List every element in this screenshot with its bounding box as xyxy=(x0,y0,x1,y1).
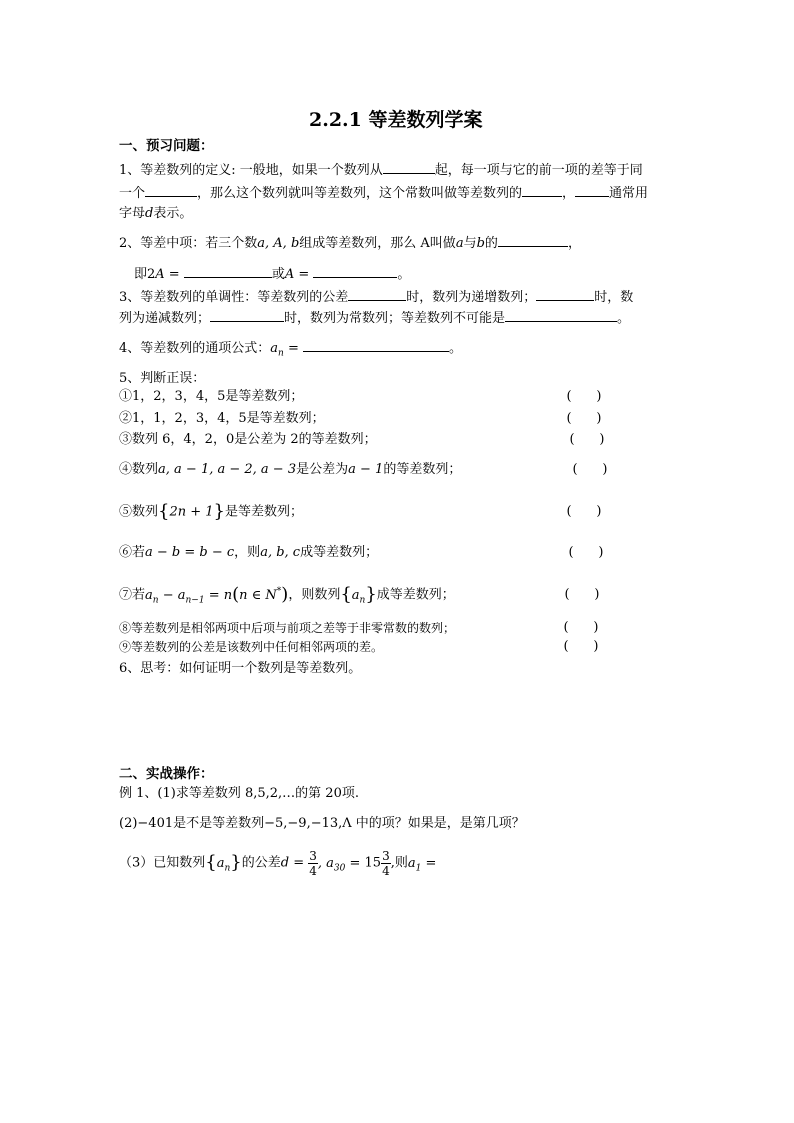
paren-left: ( xyxy=(232,584,240,605)
math-expr: a − 1 xyxy=(348,462,384,477)
mixed-number-int: 15 xyxy=(364,855,382,871)
fraction-denominator: 4 xyxy=(309,863,317,878)
judge-answer-paren[interactable]: ( ) xyxy=(566,389,602,404)
math-var: a, A, b xyxy=(257,236,300,251)
example-1-part-2: (2)−401是不是等差数列−5,−9,−13,Λ 中的项？如果是，是第几项？ xyxy=(119,816,525,831)
q1-text: ，那么这个数列就叫等差数列，这个常数叫做等差数列的 xyxy=(197,186,523,201)
q6-line: 6、思考：如何证明一个数列是等差数列。 xyxy=(119,661,362,676)
q1-text: 字母 xyxy=(119,206,146,221)
q3-text: 。 xyxy=(617,311,631,326)
judge-answer-paren[interactable]: ( ) xyxy=(566,411,602,426)
q3-text: 时，数 xyxy=(594,290,634,305)
item-text: ⑥若 xyxy=(119,545,146,560)
item-text: ④数列 xyxy=(119,462,159,477)
answer-blank[interactable] xyxy=(210,308,284,322)
q2-text: = xyxy=(164,267,184,282)
item-text: ⑦若 xyxy=(119,587,146,603)
math-expr: 2n + 1 xyxy=(169,504,214,520)
q2-text: 组成等差数列，那么 A叫做 xyxy=(299,236,456,251)
q4-text: 。 xyxy=(449,341,463,356)
paren-right: ) xyxy=(281,584,289,605)
math-expr: $a_n - a_{n-1} = n$ xyxy=(145,587,233,606)
item-text: （3）已知数列 xyxy=(119,855,206,871)
q2-text: 的 xyxy=(484,236,498,251)
q3-text: 时，数列为递增数列； xyxy=(406,290,537,305)
q2-text: = xyxy=(294,267,314,282)
answer-blank[interactable] xyxy=(522,183,562,197)
example-1-part-3 xyxy=(119,846,436,881)
judge-item-6 xyxy=(119,544,378,562)
answer-blank[interactable] xyxy=(536,287,594,301)
answer-blank[interactable] xyxy=(313,264,397,278)
math-var: a xyxy=(270,341,279,356)
q1-line1 xyxy=(119,160,643,180)
judge-item-2: ②1，1，2，3，4，5是等差数列； xyxy=(119,411,325,426)
answer-blank[interactable] xyxy=(184,264,272,278)
page-title: 2.2.1 等差数列学案 xyxy=(309,109,483,131)
answer-blank[interactable] xyxy=(145,183,197,197)
q2-text: 2、等差中项：若三个数 xyxy=(119,236,258,251)
math-expr: $a_n$ xyxy=(216,855,231,874)
fraction xyxy=(308,849,318,878)
paren-right: } xyxy=(230,852,242,873)
section-heading-practice: 二、实战操作： xyxy=(119,766,214,782)
item-text: ，则 xyxy=(234,545,261,560)
item-text: 的等差数列； xyxy=(383,462,462,477)
math-var: b xyxy=(476,236,485,251)
judge-item-7 xyxy=(119,586,455,605)
answer-blank[interactable] xyxy=(383,160,435,174)
q3-text: 时，数列为常数列；等差数列不可能是 xyxy=(284,311,506,326)
judge-answer-paren[interactable]: ( ) xyxy=(566,504,602,519)
q1-line2 xyxy=(119,183,648,203)
answer-blank[interactable] xyxy=(505,308,617,322)
paren-left: { xyxy=(205,852,217,873)
q2-line2 xyxy=(134,264,410,284)
section-heading-preview: 一、预习问题： xyxy=(119,138,214,154)
judge-answer-paren[interactable]: ( ) xyxy=(568,545,604,560)
judge-answer-paren[interactable]: ( ) xyxy=(569,432,605,447)
q4-text: = xyxy=(283,341,304,356)
item-text: 是公差为 xyxy=(296,462,349,477)
q4-line xyxy=(119,338,462,358)
q5-heading: 5、判断正误： xyxy=(119,371,206,386)
fraction-denominator: 4 xyxy=(382,863,390,878)
math-expr: $a_n$ xyxy=(351,587,366,606)
math-expr: d = xyxy=(280,855,309,871)
item-text: ⑤数列 xyxy=(119,504,159,520)
math-expr: , $a_{30}$ = xyxy=(317,855,365,874)
q1-text: 1、等差数列的定义: 一般地，如果一个数列从 xyxy=(119,163,383,178)
q2-text: 即2 xyxy=(134,267,156,282)
q3-text: 列为递减数列； xyxy=(119,311,211,326)
fraction-numerator: 3 xyxy=(309,848,317,863)
q1-text: 起，每一项与它的前一项的差等于同 xyxy=(434,163,643,178)
math-expr: a, b, c xyxy=(260,545,301,560)
judge-answer-paren[interactable]: ( ) xyxy=(572,462,608,477)
q2-text: 。 xyxy=(397,267,411,282)
q4-text: 4、等差数列的通项公式： xyxy=(119,341,271,356)
q1-line3 xyxy=(119,205,192,223)
item-text: ，则数列 xyxy=(288,587,341,603)
item-text: 成等差数列； xyxy=(376,587,455,603)
paren-right: } xyxy=(365,584,377,605)
q2-text: 或 xyxy=(271,267,285,282)
answer-blank[interactable] xyxy=(303,338,449,352)
item-text: ,则 xyxy=(390,855,408,871)
judge-item-1: ①1，2，3，4，5是等差数列； xyxy=(119,389,304,404)
q2-text: ， xyxy=(567,236,581,251)
item-text: 成等差数列； xyxy=(300,545,379,560)
judge-item-4 xyxy=(119,461,461,479)
q1-text: 一个 xyxy=(119,186,146,201)
q2-text: 与 xyxy=(463,236,477,251)
math-var: A xyxy=(284,267,295,282)
math-expr: a, a − 1, a − 2, a − 3 xyxy=(158,462,297,477)
math-subscript: n xyxy=(278,348,284,359)
math-expr: n ∈ N* xyxy=(239,586,282,603)
item-text: 是等差数列； xyxy=(225,504,304,520)
q3-line2 xyxy=(119,308,630,328)
paren-left: { xyxy=(340,584,352,605)
paren-right: } xyxy=(213,501,225,522)
judge-answer-paren[interactable]: ( ) xyxy=(563,639,599,654)
q1-text: 通常用 xyxy=(609,186,649,201)
judge-answer-paren[interactable]: ( ) xyxy=(563,620,599,635)
math-expr: $a_1$ = xyxy=(407,855,437,874)
answer-blank[interactable] xyxy=(348,287,406,301)
judge-item-9: ⑨等差数列的公差是该数列中任何相邻两项的差。 xyxy=(119,640,384,654)
q3-line1 xyxy=(119,287,633,307)
judge-answer-paren[interactable]: ( ) xyxy=(564,587,600,602)
judge-item-3: ③数列 6，4，2，0是公差为 2的等差数列； xyxy=(119,432,377,447)
fraction-numerator: 3 xyxy=(382,848,390,863)
judge-item-5 xyxy=(119,503,303,522)
fraction xyxy=(381,849,391,878)
math-var: d xyxy=(145,206,154,221)
judge-item-8: ⑧等差数列是相邻两项中后项与前项之差等于非零常数的数列； xyxy=(119,621,456,635)
q1-text: 表示。 xyxy=(153,206,193,221)
answer-blank[interactable] xyxy=(498,233,568,247)
q2-line1 xyxy=(119,233,581,253)
q3-text: 3、等差数列的单调性：等差数列的公差 xyxy=(119,290,349,305)
math-expr: a − b = b − c xyxy=(145,545,235,560)
answer-blank[interactable] xyxy=(575,183,609,197)
example-1-part-1: 例 1、(1)求等差数列 8,5,2,…的第 20项. xyxy=(119,786,359,801)
math-var: a xyxy=(455,236,464,251)
paren-left: { xyxy=(158,501,170,522)
math-var: A xyxy=(155,267,165,282)
q1-text: ， xyxy=(562,186,576,201)
item-text: 的公差 xyxy=(241,855,281,871)
